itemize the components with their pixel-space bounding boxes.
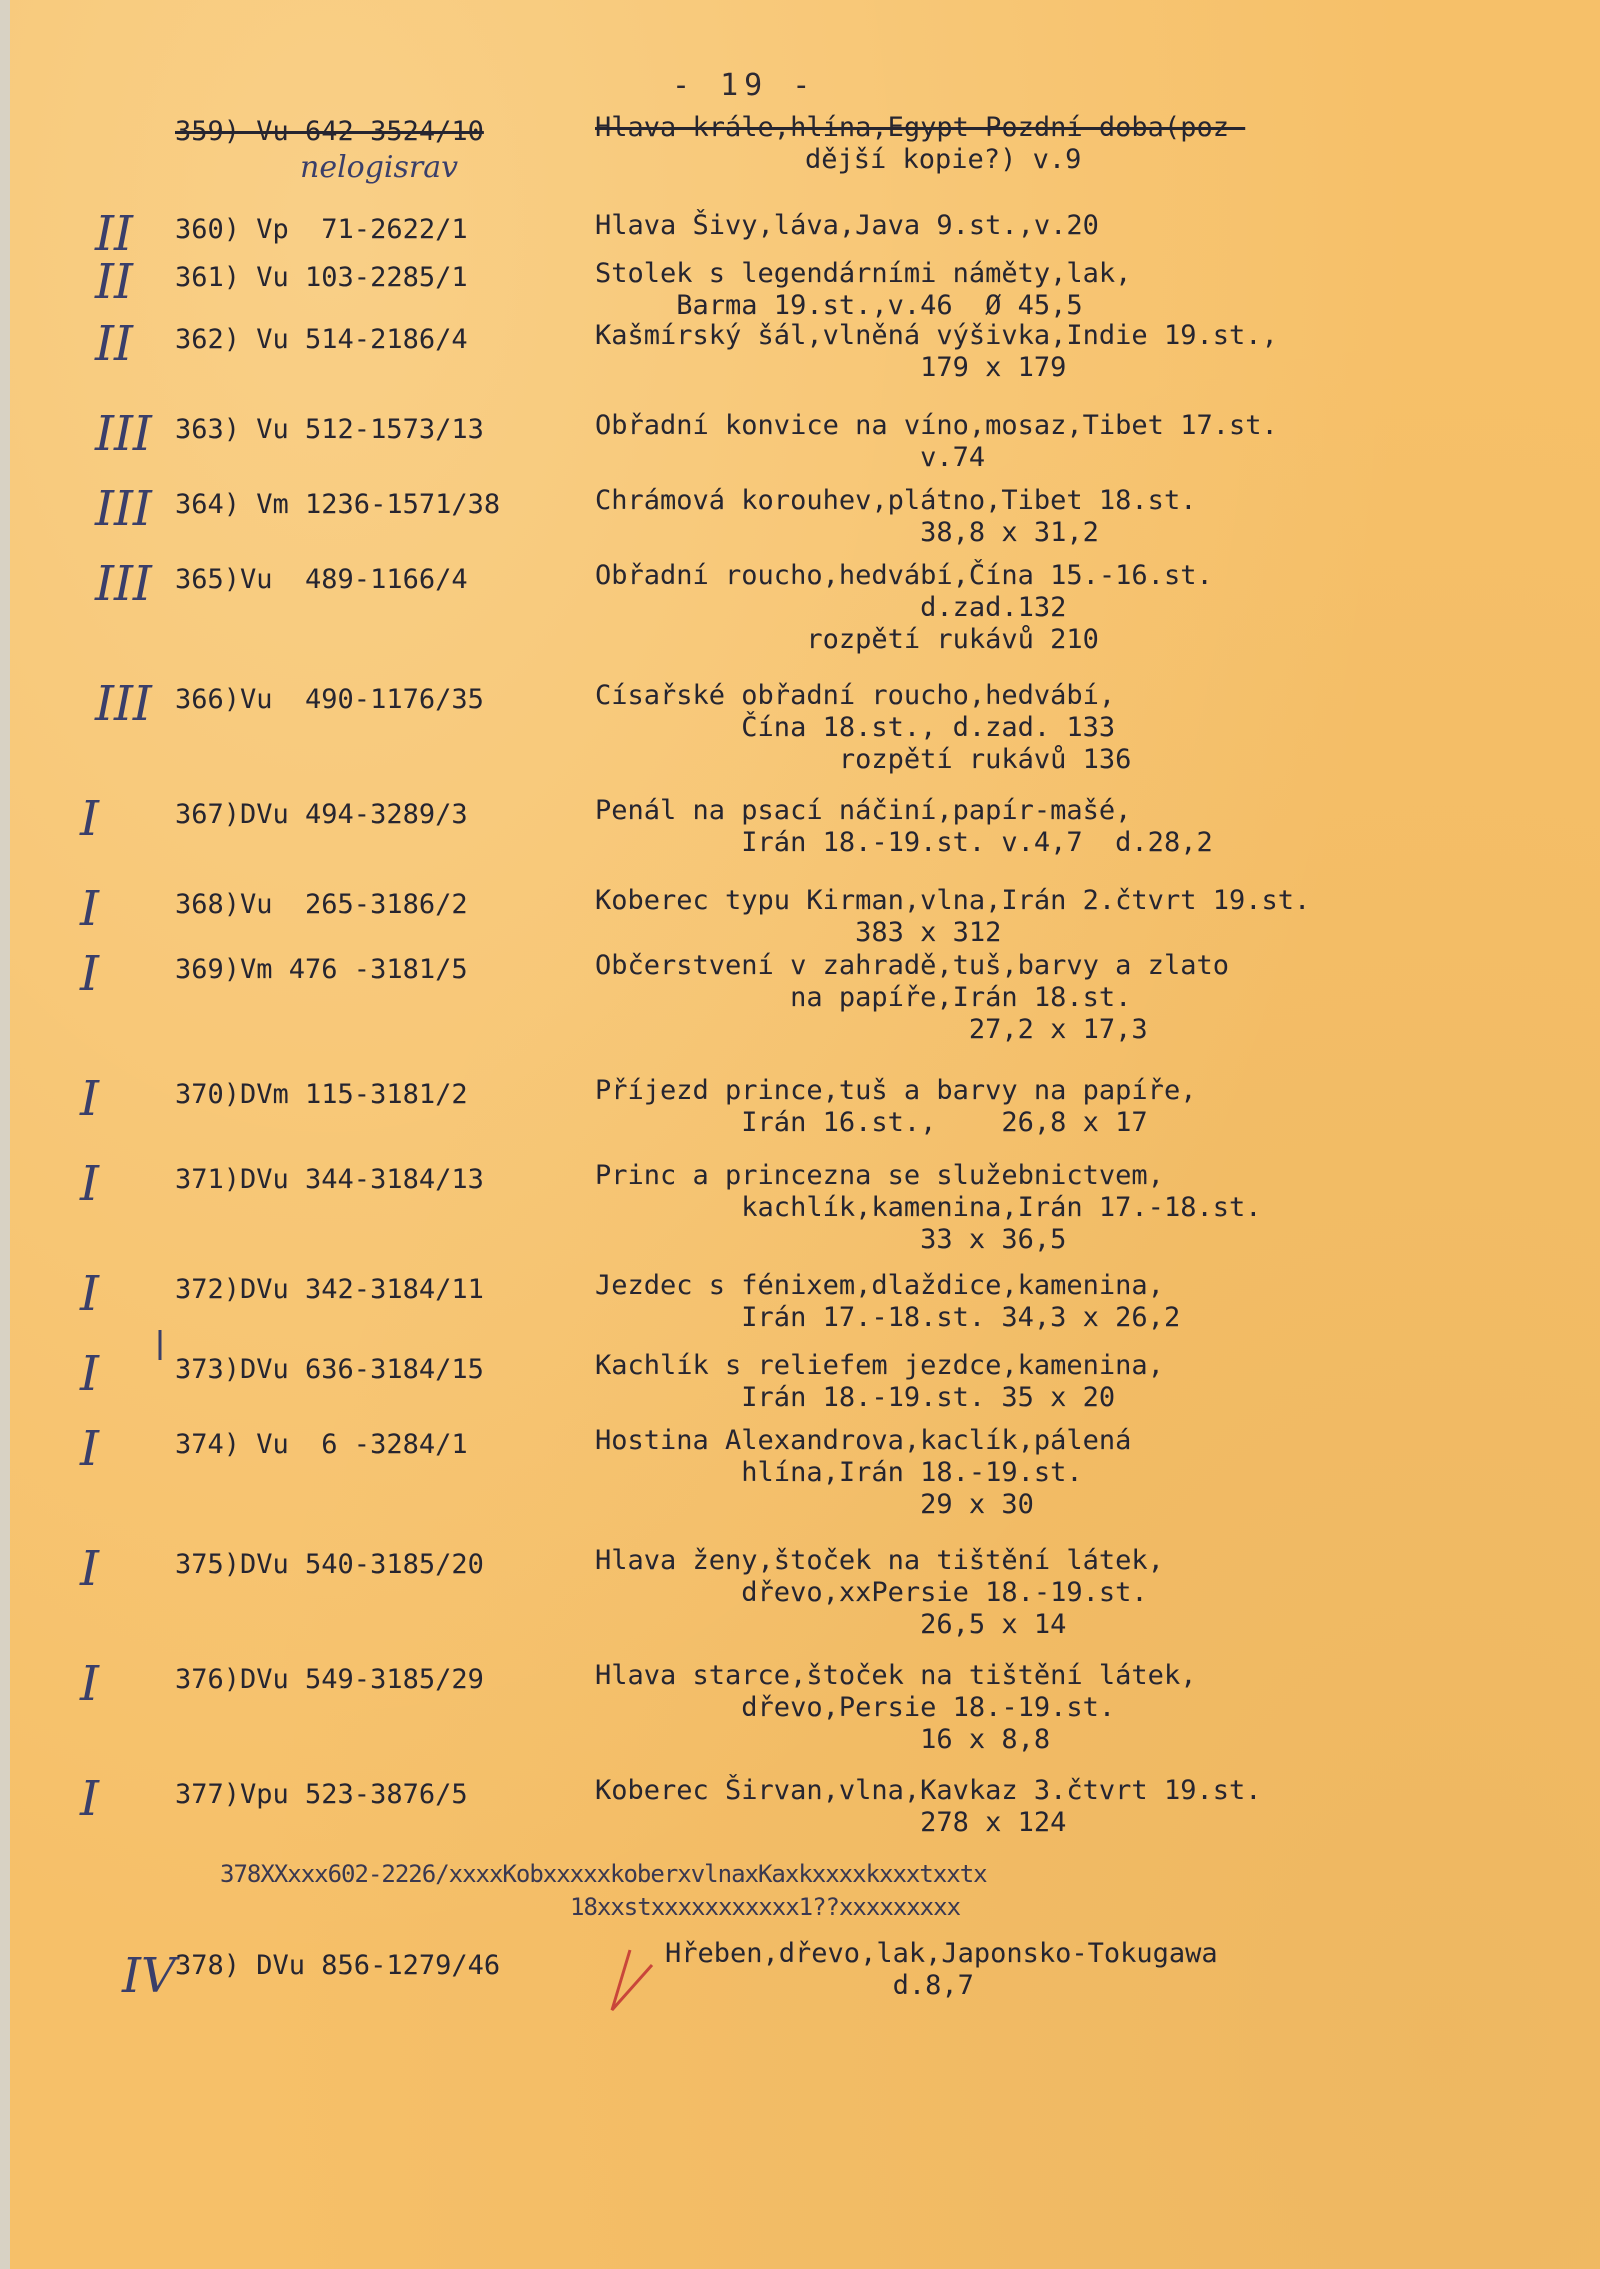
check-mark xyxy=(612,1950,652,2010)
class-mark: II xyxy=(95,316,133,372)
class-mark: I xyxy=(80,1346,99,1402)
class-mark: I xyxy=(80,1541,99,1597)
class-mark: I xyxy=(80,791,99,847)
entry-line: Obřadní roucho,hedvábí,Čína 15.-16.st. xyxy=(595,560,1213,591)
entry-number: 371)DVu 344-3184/13 xyxy=(175,1164,484,1195)
entry-line: 38,8 x 31,2 xyxy=(595,517,1099,548)
entry-line: Jezdec s fénixem,dlaždice,kamenina, xyxy=(595,1270,1164,1301)
class-mark: I xyxy=(80,1266,99,1322)
entry-line: Císařské obřadní roucho,hedvábí, xyxy=(595,680,1116,711)
entry-number: 366)Vu 490-1176/35 xyxy=(175,684,484,715)
entry-number: 367)DVu 494-3289/3 xyxy=(175,799,468,830)
entry-number: 363) Vu 512-1573/13 xyxy=(175,414,484,445)
entry-number: 378) DVu 856-1279/46 xyxy=(175,1950,501,1981)
entry-number: 377)Vpu 523-3876/5 xyxy=(175,1779,468,1810)
entry-line: d.8,7 xyxy=(665,1970,974,2001)
entry-line: kachlík,kamenina,Irán 17.-18.st. xyxy=(595,1192,1262,1223)
entry-line: rozpětí rukávů 210 xyxy=(595,624,1099,655)
class-mark: II xyxy=(95,206,133,262)
class-mark: I xyxy=(80,1071,99,1127)
entry-number: 370)DVm 115-3181/2 xyxy=(175,1079,468,1110)
entry-line: Irán 16.st., 26,8 x 17 xyxy=(595,1107,1148,1138)
entry-number: 369)Vm 476 -3181/5 xyxy=(175,954,468,985)
entry-line: Hlava Šivy,láva,Java 9.st.,v.20 xyxy=(595,210,1099,241)
entry-line: Chrámová korouhev,plátno,Tibet 18.st. xyxy=(595,485,1197,516)
entry-number: 368)Vu 265-3186/2 xyxy=(175,889,468,920)
entry-number: 372)DVu 342-3184/11 xyxy=(175,1274,484,1305)
entry-line: Irán 18.-19.st. 35 x 20 xyxy=(595,1382,1116,1413)
struck-line-1: Hlava krále,hlína,Egypt-Pozdní doba(poz- xyxy=(595,112,1246,143)
entry-line: dřevo,xxPersie 18.-19.st. xyxy=(595,1577,1148,1608)
struck-entry-number: 359) Vu 642-3524/10 xyxy=(175,116,484,147)
class-mark: IV xyxy=(122,1948,176,2004)
entry-line: rozpětí rukávů 136 xyxy=(595,744,1132,775)
entry-line: Občerstvení v zahradě,tuš,barvy a zlato xyxy=(595,950,1229,981)
entry-line: dřevo,Persie 18.-19.st. xyxy=(595,1692,1116,1723)
entry-line: Irán 17.-18.st. 34,3 x 26,2 xyxy=(595,1302,1181,1333)
handwritten-note: nelogisrav xyxy=(300,150,459,185)
entry-number: 374) Vu 6 -3284/1 xyxy=(175,1429,468,1460)
entry-line: 179 x 179 xyxy=(595,352,1067,383)
class-mark: III xyxy=(95,481,152,537)
class-mark: III xyxy=(95,556,152,612)
entry-line: Koberec typu Kirman,vlna,Irán 2.čtvrt 19.st. xyxy=(595,885,1311,916)
entry-line: Hlava starce,štoček na tištění látek, xyxy=(595,1660,1197,1691)
entry-line: 27,2 x 17,3 xyxy=(595,1014,1148,1045)
crossed-out-line: 18xxstxxxxxxxxxxx1??xxxxxxxxx xyxy=(570,1893,961,1921)
entry-line: 383 x 312 xyxy=(595,917,1002,948)
class-mark: I xyxy=(80,946,99,1002)
entry-line: Hlava ženy,štoček na tištění látek, xyxy=(595,1545,1164,1576)
entry-line: Koberec Širvan,vlna,Kavkaz 3.čtvrt 19.st. xyxy=(595,1775,1262,1806)
class-mark: I xyxy=(80,881,99,937)
entry-number: 375)DVu 540-3185/20 xyxy=(175,1549,484,1580)
entry-line: Stolek s legendárními náměty,lak, xyxy=(595,258,1132,289)
document-page xyxy=(10,0,1600,2269)
entry-line: hlína,Irán 18.-19.st. xyxy=(595,1457,1083,1488)
entry-line: Obřadní konvice na víno,mosaz,Tibet 17.st. xyxy=(595,410,1278,441)
entry-number: 373)DVu 636-3184/15 xyxy=(175,1354,484,1385)
entry-number: 365)Vu 489-1166/4 xyxy=(175,564,468,595)
entry-line: Barma 19.st.,v.46 Ø 45,5 xyxy=(595,290,1083,321)
class-mark: I xyxy=(80,1771,99,1827)
entry-line: Penál na psací náčiní,papír-mašé, xyxy=(595,795,1132,826)
entry-number: 362) Vu 514-2186/4 xyxy=(175,324,468,355)
entry-line: d.zad.132 xyxy=(595,592,1067,623)
entry-line: 278 x 124 xyxy=(595,1807,1067,1838)
pen-marks xyxy=(10,0,1600,2269)
entry-line: 29 x 30 xyxy=(595,1489,1034,1520)
entry-line: na papíře,Irán 18.st. xyxy=(595,982,1132,1013)
entry-line: Kašmírský šál,vlněná výšivka,Indie 19.st., xyxy=(595,320,1278,351)
entry-line: Kachlík s reliefem jezdce,kamenina, xyxy=(595,1350,1164,1381)
entry-line: 16 x 8,8 xyxy=(595,1724,1051,1755)
page-number: - 19 - xyxy=(672,68,817,103)
class-mark: I xyxy=(80,1156,99,1212)
entry-number: 361) Vu 103-2285/1 xyxy=(175,262,468,293)
crossed-out-line: 378XXxxx602-2226/xxxxKobxxxxxkoberxvlnaxKaxkxxxxkxxxtxxtx xyxy=(220,1860,987,1888)
entry-number: 364) Vm 1236-1571/38 xyxy=(175,489,501,520)
entry-line: v.74 xyxy=(595,442,986,473)
class-mark: II xyxy=(95,254,133,310)
entry-number: 360) Vp 71-2622/1 xyxy=(175,214,468,245)
struck-line-2: dější kopie?) v.9 xyxy=(805,144,1082,175)
entry-line: Hřeben,dřevo,lak,Japonsko-Tokugawa xyxy=(665,1938,1218,1969)
class-mark: I xyxy=(80,1421,99,1477)
entry-line: 33 x 36,5 xyxy=(595,1224,1067,1255)
entry-line: Příjezd prince,tuš a barvy na papíře, xyxy=(595,1075,1197,1106)
entry-line: Princ a princezna se služebnictvem, xyxy=(595,1160,1164,1191)
entry-number: 376)DVu 549-3185/29 xyxy=(175,1664,484,1695)
entry-line: 26,5 x 14 xyxy=(595,1609,1067,1640)
entry-line: Hostina Alexandrova,kaclík,pálená xyxy=(595,1425,1132,1456)
class-mark: I xyxy=(80,1656,99,1712)
entry-line: Irán 18.-19.st. v.4,7 d.28,2 xyxy=(595,827,1213,858)
class-mark: III xyxy=(95,676,152,732)
entry-line: Čína 18.st., d.zad. 133 xyxy=(595,712,1116,743)
class-mark: III xyxy=(95,406,152,462)
